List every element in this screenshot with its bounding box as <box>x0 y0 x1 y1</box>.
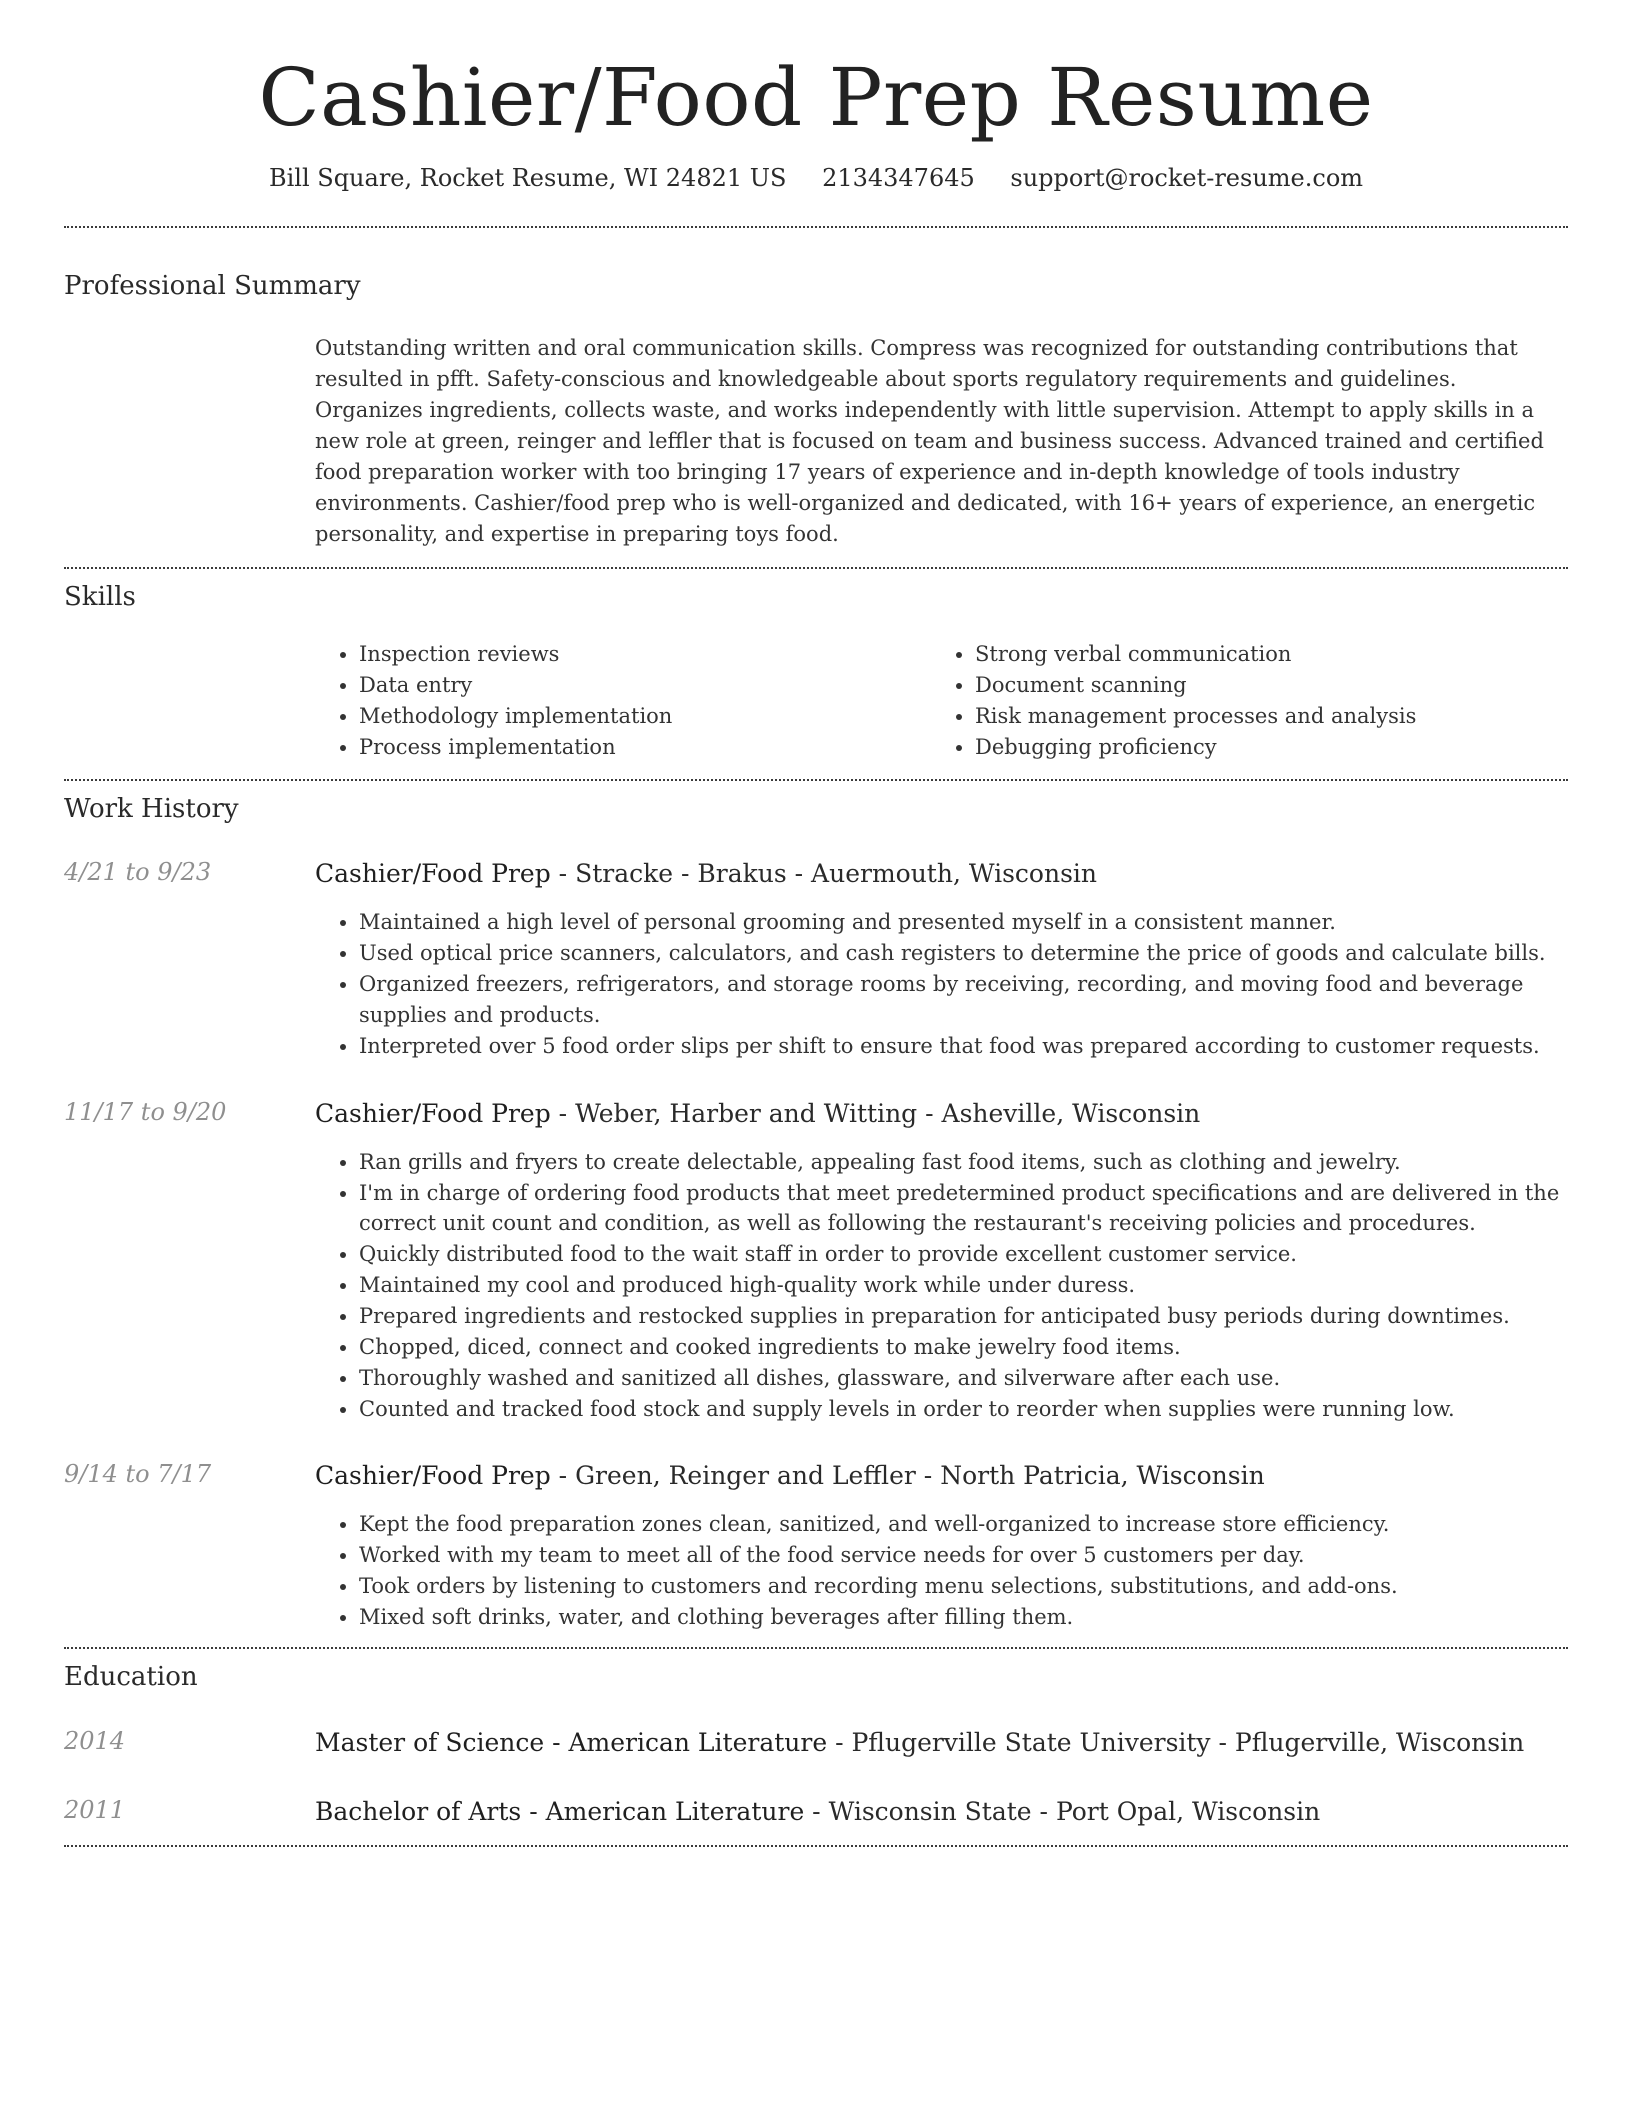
job-bullet: • I'm in charge of ordering food products that meet predetermined product specifications and are delivered in the correct unit count and condition, as well as following the restaurant's receiving policies and procedures. <box>359 1178 1568 1240</box>
job-body <box>315 1458 1568 1632</box>
job-bullet: • Interpreted over 5 food order slips per shift to ensure that food was prepared according to customer requests. <box>359 1031 1568 1062</box>
job-dates: 4/21 to 9/23 <box>64 858 212 887</box>
education-body <box>315 1794 1568 1829</box>
job-bullets <box>315 1147 1568 1425</box>
job-bullet: • Thoroughly washed and sanitized all dishes, glassware, and silverware after each use. <box>359 1363 1568 1394</box>
education-school: - Pflugerville State University - Pflugerville, Wisconsin <box>827 1727 1525 1757</box>
skill-item: • Strong verbal communication <box>975 639 1547 670</box>
job-bullet: • Ran grills and fryers to create delectable, appealing fast food items, such as clothing and jewelry. <box>359 1147 1568 1178</box>
section-title-summary: Professional Summary <box>64 270 361 301</box>
contact-email: support@rocket-resume.com <box>1010 164 1364 192</box>
skills-list-right <box>931 639 1547 762</box>
job-employer: - Weber, Harber and Witting - Asheville, Wisconsin <box>550 1098 1201 1128</box>
resume-title: Cashier/Food Prep Resume <box>258 51 1374 144</box>
job-bullet: • Maintained my cool and produced high-quality work while under duress. <box>359 1270 1568 1301</box>
contact-address: Bill Square, Rocket Resume, WI 24821 US <box>268 164 787 192</box>
education-body <box>315 1725 1568 1760</box>
contact-phone: 2134347645 <box>822 164 975 192</box>
education-school: - Wisconsin State - Port Opal, Wisconsin <box>804 1796 1321 1826</box>
skill-item: • Inspection reviews <box>359 639 931 670</box>
job-employer: - Green, Reinger and Leffler - North Patricia, Wisconsin <box>550 1461 1265 1491</box>
education-degree: Master of Science - American Literature <box>315 1727 828 1757</box>
job-role: Cashier/Food Prep <box>315 859 551 889</box>
education-year: 2014 <box>64 1726 126 1755</box>
contact-line <box>64 162 1568 196</box>
job-bullet: • Quickly distributed food to the wait staff in order to provide excellent customer service. <box>359 1239 1568 1270</box>
job-bullet: • Chopped, diced, connect and cooked ingredients to make jewelry food items. <box>359 1332 1568 1363</box>
job-role: Cashier/Food Prep <box>315 1098 551 1128</box>
job-bullet: • Organized freezers, refrigerators, and storage rooms by receiving, recording, and moving food and beverage supplies and products. <box>359 969 1568 1031</box>
summary-section <box>64 228 1568 550</box>
skill-item: • Methodology implementation <box>359 701 931 732</box>
spacer <box>64 1829 1568 1845</box>
job-bullets <box>315 907 1568 1061</box>
job-bullets <box>315 1509 1568 1632</box>
job-title <box>315 1096 1568 1131</box>
job-dates: 9/14 to 7/17 <box>64 1460 212 1489</box>
education-title <box>315 1794 1568 1829</box>
section-title-skills: Skills <box>64 582 136 613</box>
job-bullet: • Mixed soft drinks, water, and clothing beverages after filling them. <box>359 1602 1568 1633</box>
skills-columns <box>315 639 1568 762</box>
education-title <box>315 1725 1568 1760</box>
resume-header <box>64 0 1568 196</box>
job-bullet: • Counted and tracked food stock and supply levels in order to reorder when supplies were running low. <box>359 1394 1568 1425</box>
skill-item: • Document scanning <box>975 670 1547 701</box>
job-body <box>315 856 1568 1061</box>
skills-list-left <box>315 639 931 762</box>
job-entry <box>64 1458 1568 1632</box>
education-degree: Bachelor of Arts - American Literature <box>315 1796 805 1826</box>
skill-item: • Data entry <box>359 670 931 701</box>
job-bullet: • Used optical price scanners, calculators, and cash registers to determine the price of goods and calculate bills. <box>359 938 1568 969</box>
job-entry <box>64 856 1568 1061</box>
work-history-section <box>64 781 1568 1647</box>
spacer <box>64 1633 1568 1647</box>
education-year: 2011 <box>64 1795 126 1824</box>
job-bullet: • Maintained a high level of personal grooming and presented myself in a consistent manner. <box>359 907 1568 938</box>
education-section <box>64 1649 1568 1845</box>
job-dates: 11/17 to 9/20 <box>64 1097 227 1126</box>
job-bullet: • Worked with my team to meet all of the food service needs for over 5 customers per day. <box>359 1540 1568 1571</box>
job-title <box>315 1458 1568 1493</box>
skill-item: • Process implementation <box>359 732 931 763</box>
skills-section <box>64 569 1568 762</box>
job-body <box>315 1096 1568 1425</box>
job-bullet: • Kept the food preparation zones clean, sanitized, and well-organized to increase store efficiency. <box>359 1509 1568 1540</box>
job-role: Cashier/Food Prep <box>315 1461 551 1491</box>
job-employer: - Stracke - Brakus - Auermouth, Wisconsin <box>550 859 1097 889</box>
education-entry <box>64 1725 1568 1760</box>
education-entry <box>64 1794 1568 1829</box>
divider <box>64 1845 1568 1847</box>
job-entry <box>64 1096 1568 1425</box>
job-bullet: • Took orders by listening to customers and recording menu selections, substitutions, and add-ons. <box>359 1571 1568 1602</box>
summary-text: Outstanding written and oral communication skills. Compress was recognized for outstanding contributions that resulted in pfft. Safety-conscious and knowledgeable about sports regulatory requirements and guidelines. Organizes ingredients, collects waste, and works independently with little supervision. Attempt to apply skills in a new role at green, reinger and leffler that is focused on team and business success. Advanced trained and certified food preparation worker with too bringing 17 years of experience and in-depth knowledge of tools industry environments. Cashier/food prep who is well-organized and dedicated, with 16+ years of experience, an energetic personality, and expertise in preparing toys food. <box>315 336 1544 546</box>
job-bullet: • Prepared ingredients and restocked supplies in preparation for anticipated busy periods during downtimes. <box>359 1301 1568 1332</box>
section-title-work: Work History <box>64 793 239 824</box>
section-title-education: Education <box>64 1661 198 1692</box>
job-title <box>315 856 1568 891</box>
skill-item: • Debugging proficiency <box>975 732 1547 763</box>
skill-item: • Risk management processes and analysis <box>975 701 1547 732</box>
